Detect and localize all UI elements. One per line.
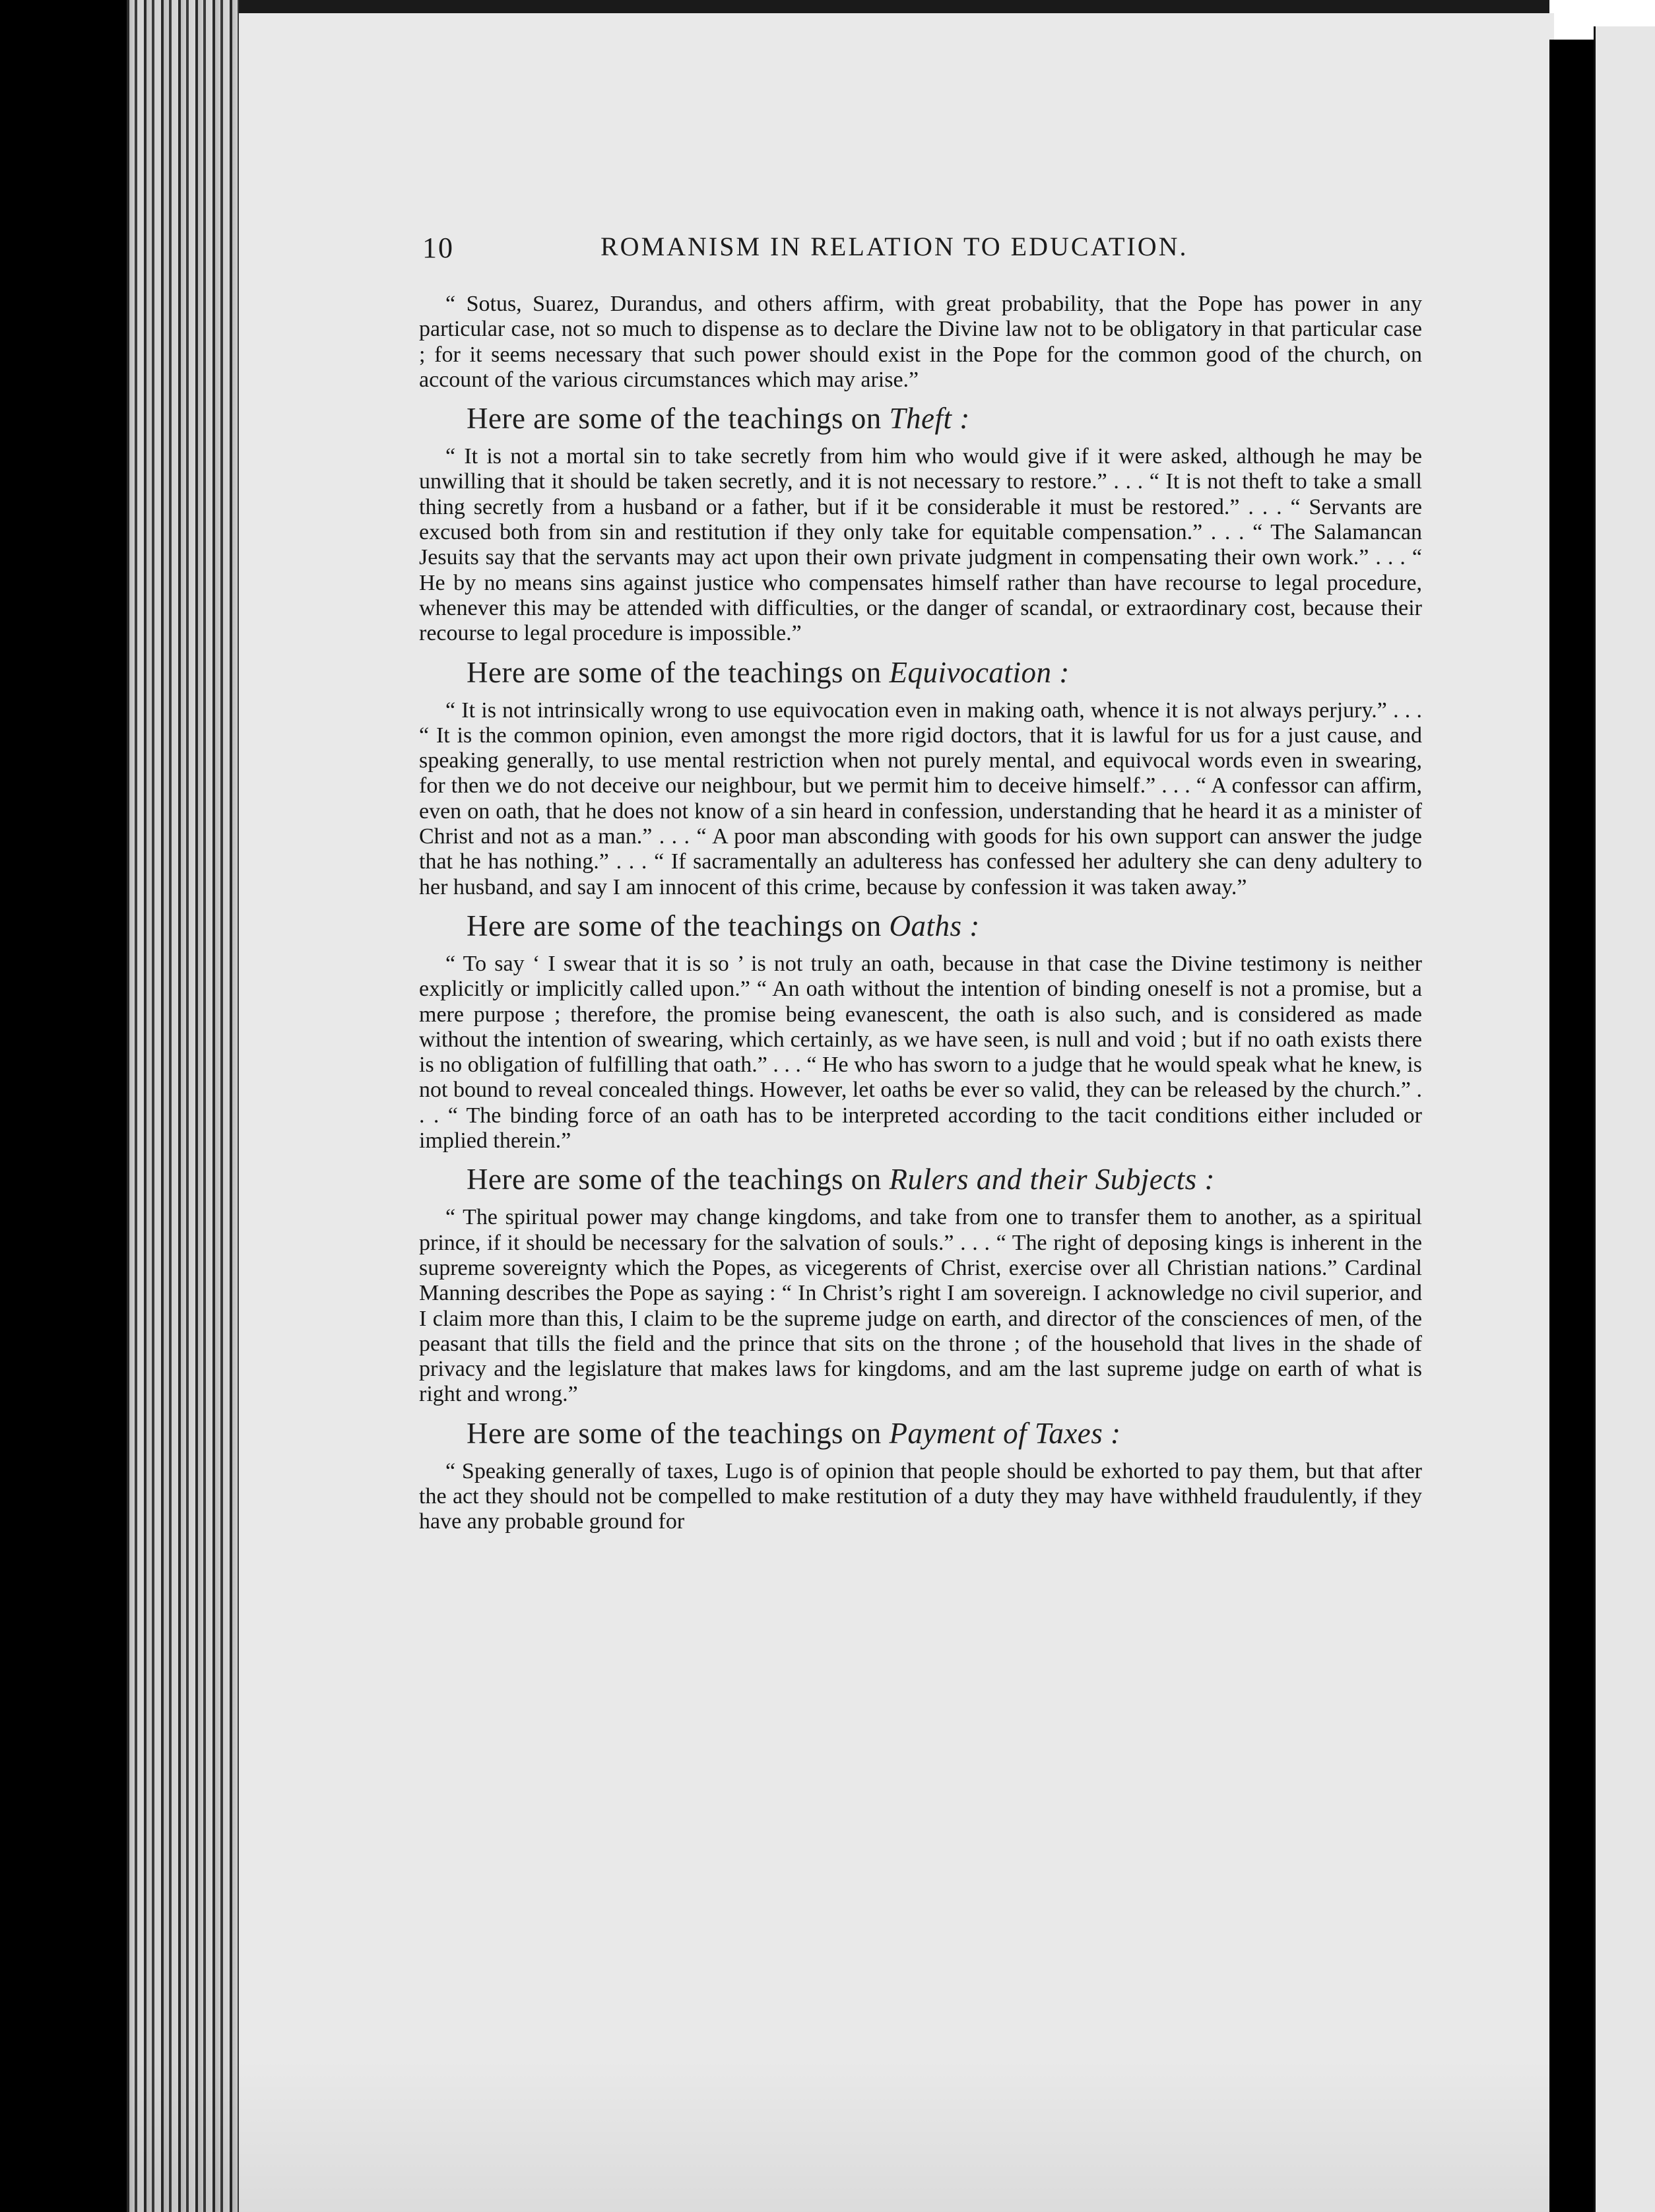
heading-prefix: Here are some of the teachings on: [467, 1416, 882, 1450]
section-heading-theft: [467, 399, 1422, 438]
section-heading-rulers: [467, 1160, 1422, 1198]
section-heading-taxes: [467, 1414, 1422, 1452]
heading-topic: Oaths :: [889, 909, 980, 942]
heading-prefix: Here are some of the teachings on: [467, 909, 882, 942]
section-heading-equivocation: [467, 653, 1422, 692]
heading-topic: Rulers and their Subjects :: [889, 1163, 1215, 1196]
heading-topic: Theft :: [889, 402, 970, 436]
page-body: [419, 292, 1422, 1535]
section-heading-oaths: [467, 907, 1422, 945]
scan-left-border: [0, 0, 127, 2212]
book-gutter: [1549, 40, 1596, 2212]
page-header: [422, 231, 1280, 271]
page-number: 10: [422, 232, 454, 264]
stacked-page-edges: [127, 0, 239, 2212]
taxes-quote-paragraph: “ Speaking generally of taxes, Lugo is of opinion that people should be exhorted to pay them, but that after the act they should not be compelled to make restitution of a duty they may have withheld fraudulently, if they have any probable ground for: [419, 1458, 1422, 1534]
intro-quote-paragraph: “ Sotus, Suarez, Durandus, and others affirm, with great probability, that the Pope has power in any particular case, not so much to dispense as to declare the Divine law not to be obligatory in that particular case ; for it seems necessary that such power should exist in the Pope for the common good of the church, on account of the various circumstances which may arise.”: [419, 292, 1422, 392]
equivocation-quote-paragraph: “ It is not intrinsically wrong to use equivocation even in making oath, whence it is not always perjury.” . . . “ It is the common opinion, even amongst the more rigid doctors, that it is lawful for us for a just cause, and speaking generally, to use mental restriction when not purely mental, and equivocal words even in swearing, for then we do not deceive our neighbour, but we permit him to deceive himself.” . . . “ A confessor can affirm, even on oath, that he does not know of a sin heard in confession, understanding that he heard it as a minister of Christ and not as a man.” . . . “ A poor man absconding with goods for his own support can answer the judge that he has nothing.” . . . “ If sacramentally an adulteress has confessed her adultery she can deny adultery to her husband, and say I am innocent of this crime, because by confession it was taken away.”: [419, 698, 1422, 899]
facing-page: [1596, 26, 1655, 2212]
rulers-quote-paragraph: “ The spiritual power may change kingdoms, and take from one to transfer them to another, as a spiritual prince, if it should be necessary for the salvation of souls.” . . . “ The right of deposing kings is inherent in the supreme sovereignty which the Popes, as vicegerents of Christ, exercise over all Christian nations.” Cardinal Manning describes the Pope as saying : “ In Christ’s right I am sovereign. I acknowledge no civil superior, and I claim more than this, I claim to be the supreme judge on earth, and director of the consciences of men, of the peasant that tills the field and the prince that sits on the throne ; of the household that lives in the shade of privacy and the legislature that makes laws for kingdoms, and am the last supreme judge on earth of what is right and wrong.”: [419, 1205, 1422, 1407]
oaths-quote-paragraph: “ To say ‘ I swear that it is so ’ is not truly an oath, because in that case the Divine testimony is neither explicitly or implicitly called upon.” “ An oath without the intention of binding oneself is not a promise, but a mere purpose ; therefore, the promise being evanescent, the oath is also such, and is considered as made without the intention of swearing, which certainly, as we have seen, is null and void ; but if no oath exists there is no obligation of fulfilling that oath.” . . . “ He who has sworn to a judge that he would speak what he knew, is not bound to reveal concealed things. However, let oaths be ever so valid, they can be released by the church.” . . . “ The binding force of an oath has to be interpreted according to the tacit conditions either included or implied therein.”: [419, 951, 1422, 1154]
heading-prefix: Here are some of the teachings on: [467, 402, 882, 436]
page-shadow: [127, 2059, 1549, 2212]
running-title: ROMANISM IN RELATION TO EDUCATION.: [600, 232, 1188, 261]
heading-prefix: Here are some of the teachings on: [467, 655, 882, 689]
heading-topic: Payment of Taxes :: [889, 1416, 1121, 1450]
heading-topic: Equivocation :: [889, 655, 1070, 689]
theft-quote-paragraph: “ It is not a mortal sin to take secretly from him who would give if it were asked, although he may be unwilling that it should be taken secretly, and it is not necessary to restore.” . . . “ It is not theft to take a small thing secretly from a husband or a father, but if it be considerable it must be restored.” . . . “ Servants are excused both from sin and restitution if they only take for equitable compensation.” . . . “ The Salamancan Jesuits say that the servants may act upon their own private judgment in compensating their own work.” . . . “ He by no means sins against justice who compensates himself rather than have recourse to legal procedure, whenever this may be attended with difficulties, or the danger of scandal, or extraordinary cost, because their recourse to legal procedure is impossible.”: [419, 444, 1422, 646]
heading-prefix: Here are some of the teachings on: [467, 1163, 882, 1196]
